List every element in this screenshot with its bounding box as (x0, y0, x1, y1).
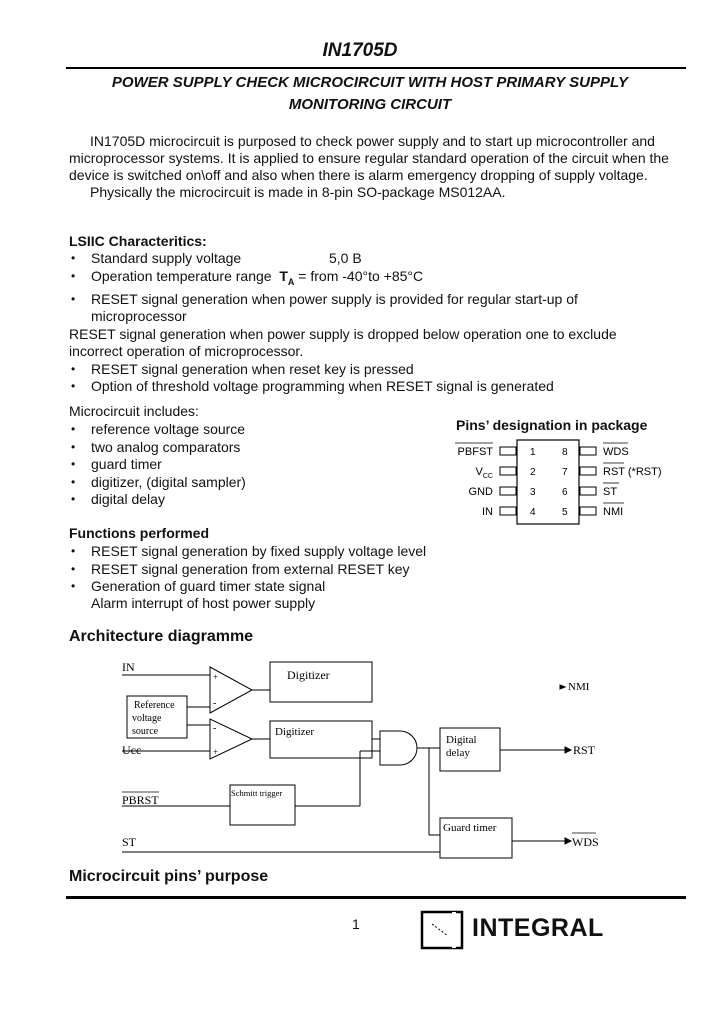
list-item (69, 291, 689, 326)
guard-timer-label: Guard timer (443, 822, 497, 834)
package-body (517, 440, 579, 524)
reference-line1: Reference (134, 700, 175, 711)
pin-6-name: ST (603, 486, 618, 498)
pin-7-number: 7 (562, 467, 568, 478)
pin-1-name: PBFST (457, 446, 493, 458)
list-item: • RESET signal generation by fixed supply voltage level (69, 543, 426, 561)
page-title: IN1705D (322, 40, 398, 61)
nmi-label: NMI (568, 681, 590, 693)
list-item: • Generation of guard timer state signal (69, 578, 426, 596)
package-paragraph: Physically the microcircuit is made in 8-pin SO-package MS012AA. (90, 184, 506, 200)
digitizer-2-label: Digitizer (275, 726, 315, 738)
comp1-minus: - (213, 698, 217, 709)
functions-list (69, 543, 426, 596)
pin-3-number: 3 (530, 487, 536, 498)
functions-heading: Functions performed (69, 525, 210, 541)
reset-drop-line1: RESET signal generation when power supply is dropped below operation one to exclude (69, 325, 617, 342)
document-subtitle-line1: POWER SUPPLY CHECK MICROCIRCUIT WITH HOST PRIMARY SUPPLY (111, 74, 629, 91)
temp-value: = from -40°to +85°C (294, 267, 424, 284)
list-item: • digital delay (69, 491, 246, 509)
supply-value: 5,0 B (329, 250, 362, 266)
includes-list (69, 421, 246, 509)
item3-line2: microprocessor (91, 308, 187, 325)
pin-4-name: IN (482, 506, 493, 518)
page-number: 1 (352, 916, 360, 932)
list-item: • digitizer, (digital sampler) (69, 474, 246, 492)
item3-line1: RESET signal generation when power supply is provided for regular start-up of (91, 290, 578, 307)
ucc-label: Ucc (122, 743, 142, 757)
integral-logo-icon (420, 910, 466, 950)
temp-label: Operation temperature range (91, 267, 272, 284)
pin-7-name: RST (*RST) (603, 466, 662, 478)
pins-heading: Pins’ designation in package (456, 417, 648, 433)
delay-line2: delay (446, 747, 470, 759)
integral-brand: INTEGRAL (472, 914, 604, 942)
pins-purpose-heading: Microcircuit pins’ purpose (69, 868, 269, 885)
intro-paragraph: IN1705D microcircuit is purposed to check power supply and to start up microcontroller and microprocessor systems. It is applied to ensure regular standard operation of the circuit when the device is switched on\off and also when there is alarm emergency dropping of supply voltage. (69, 133, 669, 183)
delay-line1: Digital (446, 734, 477, 746)
list-item: • guard timer (69, 456, 246, 474)
right-pin-stubs (580, 447, 596, 515)
list-item (69, 268, 689, 291)
pin-4-number: 4 (530, 507, 536, 518)
nmi-arrow (560, 685, 565, 689)
digitizer-1-label: Digitizer (287, 668, 330, 682)
pin-5-name: NMI (603, 506, 624, 518)
left-pin-stubs (500, 447, 516, 515)
list-item: • reference voltage source (69, 421, 246, 439)
reference-line3: source (132, 726, 159, 737)
characteristics-heading: LSIIC Characteritics: (69, 233, 207, 249)
schmitt-label: Schmitt trigger (231, 788, 283, 798)
and-gate (380, 731, 417, 765)
list-item: • two analog comparators (69, 439, 246, 457)
temp-symbol: T (279, 267, 288, 284)
pin-2-number: 2 (530, 467, 536, 478)
document-subtitle-line2: MONITORING CIRCUIT (288, 96, 452, 113)
pin-3-name: GND (468, 486, 493, 498)
list-item: • Option of threshold voltage programming when RESET signal is generated (69, 378, 689, 396)
pin-8-name: WDS (603, 446, 629, 458)
in-label: IN (122, 660, 135, 674)
pin-5-number: 5 (562, 507, 568, 518)
reset-drop-line2: incorrect operation of microprocessor. (69, 343, 304, 360)
wds-arrow (565, 838, 571, 844)
title-rule (66, 67, 686, 69)
architecture-heading: Architecture diagramme (69, 628, 254, 645)
list-item: • RESET signal generation when reset key is pressed (69, 361, 689, 379)
rst-arrow (565, 747, 571, 753)
st-label: ST (122, 835, 137, 849)
pbrst-label: PBRST (122, 793, 159, 807)
pin-diagram (440, 438, 680, 530)
reference-line2: voltage (132, 713, 162, 724)
pin-2-name: $V_{CC}$ (475, 466, 493, 480)
comp1-plus: + (213, 672, 219, 682)
temp-subscript: A (287, 276, 295, 287)
wds-label: WDS (572, 835, 599, 849)
pin-8-number: 8 (562, 447, 568, 458)
intro-section (69, 133, 689, 201)
rst-label: RST (573, 743, 596, 757)
alarm-interrupt-text: Alarm interrupt of host power supply (91, 595, 316, 611)
includes-heading: Microcircuit includes: (69, 403, 199, 419)
pin-1-number: 1 (530, 447, 536, 458)
architecture-diagram (110, 655, 610, 865)
supply-label: Standard supply voltage (91, 250, 242, 266)
footer-rule (66, 896, 686, 899)
list-item: • RESET signal generation from external RESET key (69, 561, 426, 579)
pin-6-number: 6 (562, 487, 568, 498)
comp2-plus: + (213, 747, 219, 757)
comp2-minus: - (213, 723, 217, 734)
characteristics-list (69, 250, 689, 396)
list-item (69, 250, 689, 268)
